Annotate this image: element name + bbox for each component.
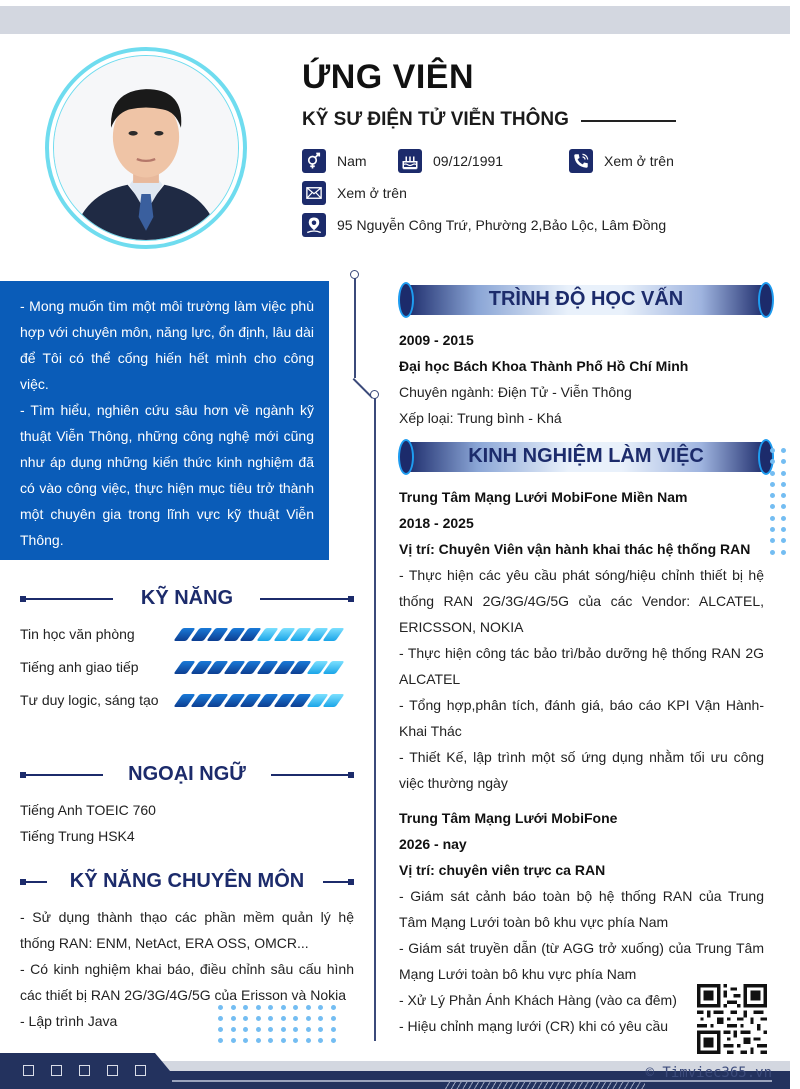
birthday-cake-icon [398, 149, 422, 173]
gender-value: Nam [337, 153, 367, 169]
job-duty: - Thực hiện các yêu cầu phát sóng/hiệu chỉnh thiết bị hệ thống RAN 2G/3G/4G/5G của các Vendor: ALCATEL, ERICSSON, NOKIA [399, 567, 764, 635]
job-duty: - Xử Lý Phản Ánh Khách Hàng (vào ca đêm) [399, 992, 677, 1008]
job-duty: - Thiết Kế, lập trình một số ứng dụng nhằm tối ưu công việc thường ngày [399, 749, 764, 791]
job-duty: - Thực hiện công tác bảo trì/bảo dưỡng hệ thống RAN 2G ALCATEL [399, 645, 764, 687]
qr-code[interactable] [697, 984, 767, 1054]
square-icon [107, 1065, 118, 1076]
section-header-professional-skills [20, 870, 354, 894]
timeline-line [354, 278, 356, 378]
section-header-languages [20, 763, 354, 787]
section-header-education [398, 282, 774, 318]
phone-value: Xem ở trên [604, 153, 674, 169]
candidate-name: ỨNG VIÊN [302, 58, 475, 96]
section-title: KỸ NĂNG [140, 587, 234, 609]
square-icon [23, 1065, 34, 1076]
language-item: Tiếng Trung HSK4 [20, 828, 135, 844]
skill-label: Tư duy logic, sáng tạo [20, 692, 159, 708]
education-grade: Xếp loại: Trung bình - Khá [399, 410, 562, 426]
experience-entry [399, 484, 764, 796]
avatar-photo [53, 55, 239, 241]
decorative-dots [218, 1005, 336, 1043]
skill-label: Tin học văn phòng [20, 626, 135, 642]
education-period: 2009 - 2015 [399, 332, 474, 348]
section-title: KỸ NĂNG CHUYÊN MÔN [69, 870, 305, 892]
square-icon [135, 1065, 146, 1076]
education-school: Đại học Bách Khoa Thành Phố Hồ Chí Minh [399, 358, 689, 374]
job-period: 2018 - 2025 [399, 515, 474, 531]
info-gender [302, 149, 367, 173]
professional-skill-item: - Lập trình Java [20, 1013, 118, 1029]
job-position: Vị trí: Chuyên Viên vận hành khai thác hệ thống RAN [399, 541, 751, 557]
education-major: Chuyên ngành: Điện Tử - Viễn Thông [399, 384, 632, 400]
skill-rating-bar [178, 661, 340, 674]
objective-paragraph: - Tìm hiểu, nghiên cứu sâu hơn về ngành kỹ thuật Viễn Thông, những công nghệ mới cũng như áp dụng những kiến thức kinh nghiệm đã có vào công việc, thực hiện mục tiêu trở thành một chuyên gia trong lĩnh vực kỹ thuật Viễn Thông. [20, 402, 314, 548]
job-duty: - Tổng hợp,phân tích, đánh giá, báo cáo KPI Vận Hành-Khai Thác [399, 697, 764, 739]
square-icon [79, 1065, 90, 1076]
top-band [0, 6, 790, 34]
job-duty: - Giám sát cảnh báo toàn bộ hệ thống RAN của Trung Tâm Mạng Lưới toàn bô khu vực phía Nam [399, 888, 764, 930]
job-company: Trung Tâm Mạng Lưới MobiFone [399, 810, 618, 826]
info-email [302, 181, 407, 205]
skill-label: Tiếng anh giao tiếp [20, 659, 139, 675]
email-value: Xem ở trên [337, 185, 407, 201]
career-objective [0, 281, 329, 560]
portrait-icon [54, 56, 238, 240]
info-address [302, 213, 666, 237]
location-pin-icon [302, 213, 326, 237]
professional-skill-item: - Có kinh nghiệm khai báo, điều chỉnh sâu cấu hình các thiết bị RAN 2G/3G/4G/5G của Erisson và Nokia [20, 961, 354, 1003]
job-duty: - Hiệu chỉnh mạng lưới (CR) khi có yêu cầu [399, 1018, 669, 1034]
gender-icon [302, 149, 326, 173]
section-title: KINH NGHIỆM LÀM VIỆC [468, 445, 704, 467]
language-item: Tiếng Anh TOEIC 760 [20, 802, 156, 818]
info-phone [569, 149, 674, 173]
section-title: NGOẠI NGỮ [128, 763, 246, 785]
square-icon [51, 1065, 62, 1076]
timeline-node [370, 390, 379, 399]
job-title: KỸ SƯ ĐIỆN TỬ VIỄN THÔNG [302, 109, 569, 130]
footer [0, 1053, 800, 1089]
decorative-dots [770, 448, 786, 555]
timeline-line [374, 398, 376, 1041]
divider [581, 120, 676, 122]
copyright-text[interactable]: © Timviec365.vn [645, 1065, 772, 1081]
info-birthday [398, 149, 503, 173]
section-header-experience [398, 439, 774, 475]
email-icon [302, 181, 326, 205]
job-company: Trung Tâm Mạng Lưới MobiFone Miền Nam [399, 489, 688, 505]
objective-paragraph: - Mong muốn tìm một môi trường làm việc phù hợp với chuyên môn, năng lực, ổn định, lâu dài để Tôi có thể cống hiến hết mình cho công việc. [20, 298, 314, 392]
professional-skill-item: - Sử dụng thành thạo các phần mềm quản lý hệ thống RAN: ENM, NetAct, ERA OSS, OMCR... [20, 909, 354, 951]
address-value: 95 Nguyễn Công Trứ, Phường 2,Bảo Lộc, Lâm Đồng [337, 217, 667, 233]
phone-icon [569, 149, 593, 173]
job-duty: - Giám sát truyền dẫn (từ AGG trở xuống) của Trung Tâm Mạng Lưới toàn bô khu vực phía Nam [399, 940, 764, 982]
skill-rating-bar [178, 628, 340, 641]
section-title: TRÌNH ĐỘ HỌC VẤN [488, 288, 684, 310]
job-period: 2026 - nay [399, 836, 467, 852]
job-position: Vị trí: chuyên viên trực ca RAN [399, 862, 606, 878]
birthday-value: 09/12/1991 [433, 153, 504, 169]
avatar [45, 47, 247, 249]
section-header-skills [20, 587, 354, 611]
education-entry [399, 327, 764, 431]
timeline-node [350, 270, 359, 279]
skill-rating-bar [178, 694, 340, 707]
